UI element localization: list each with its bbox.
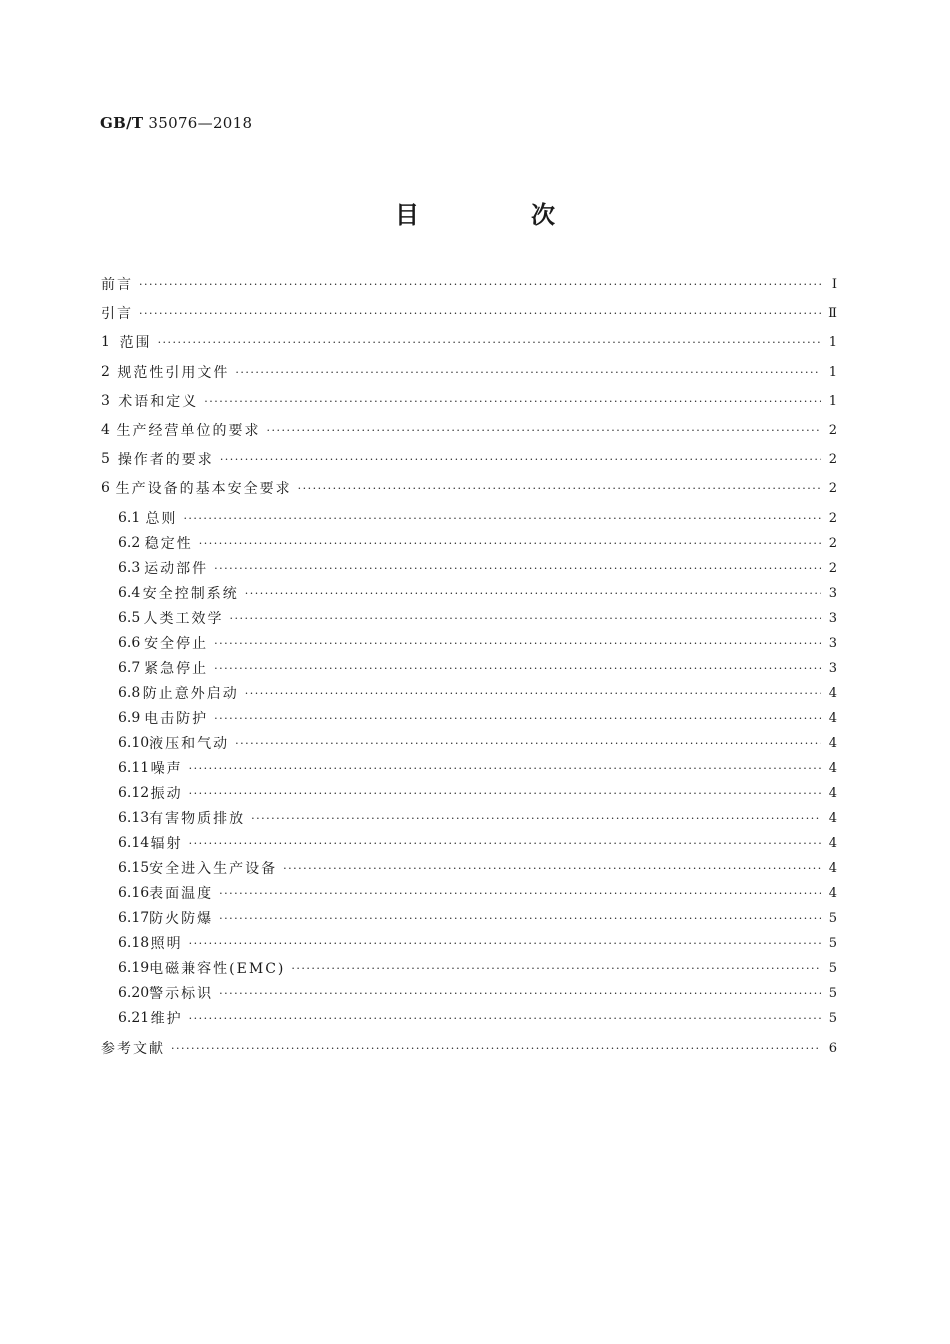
toc-entry[interactable] [101, 301, 837, 325]
toc-entry-label: 运动部件 [144, 561, 209, 577]
toc-entry-label: 术语和定义 [118, 394, 199, 410]
toc-entry[interactable] [118, 931, 837, 955]
toc-entry-label: 辐射 [150, 836, 183, 852]
toc-entry-page-number: 4 [828, 835, 837, 851]
toc-entry-label: 规范性引用文件 [117, 365, 230, 381]
toc-entry-label: 照明 [150, 936, 183, 952]
dot-leader [245, 687, 821, 700]
toc-entry-number: 6.11 [118, 760, 150, 776]
toc-entry-number: 6.19 [118, 960, 150, 976]
toc-entry-number: 6 [101, 480, 110, 496]
toc-entry-page-number: 4 [828, 735, 837, 751]
toc-entry[interactable] [118, 831, 837, 855]
dot-leader [235, 737, 821, 750]
standard-number: 35076—2018 [148, 114, 253, 132]
toc-entry-label: 防火防爆 [149, 911, 214, 927]
dot-leader [171, 1042, 821, 1055]
toc-entry-number: 6.18 [118, 935, 150, 951]
standard-prefix: GB/T [100, 114, 144, 132]
toc-entry[interactable] [118, 1006, 837, 1030]
toc-entry-label: 引言 [101, 306, 133, 322]
toc-entry-page-number: 4 [828, 785, 837, 801]
toc-entry-label: 表面温度 [149, 886, 214, 902]
toc-entry-label: 安全控制系统 [142, 586, 239, 602]
toc-entry-label: 参考文献 [101, 1041, 165, 1057]
toc-entry[interactable] [118, 906, 837, 930]
toc-entry-number: 6.1 [118, 510, 141, 526]
toc-entry-number: 6.12 [118, 785, 150, 801]
toc-entry[interactable] [118, 581, 837, 605]
toc-entry[interactable] [118, 706, 837, 730]
dot-leader [189, 762, 821, 775]
toc-entry[interactable] [101, 476, 837, 500]
toc-entry-label: 电磁兼容性(EMC) [149, 961, 286, 977]
toc-entry-page-number: 3 [828, 585, 837, 601]
toc-entry-label: 生产设备的基本安全要求 [115, 481, 292, 497]
dot-leader [214, 662, 821, 675]
toc-entry-number: 2 [101, 364, 110, 380]
toc-entry-number: 6.15 [118, 860, 150, 876]
dot-leader [291, 962, 821, 975]
toc-entry-page-number: 2 [828, 510, 837, 526]
dot-leader [245, 587, 821, 600]
toc-entry-number: 6.8 [118, 685, 141, 701]
toc-entry[interactable] [101, 272, 837, 296]
toc-entry-page-number: 3 [828, 610, 837, 626]
toc-entry-number: 6.10 [118, 735, 150, 751]
toc-entry[interactable] [101, 389, 837, 413]
toc-entry[interactable] [101, 330, 837, 354]
toc-entry-label: 警示标识 [149, 986, 214, 1002]
toc-entry[interactable] [118, 756, 837, 780]
toc-entry-page-number: 1 [828, 364, 837, 380]
toc-entry[interactable] [118, 681, 837, 705]
toc-entry-page-number: 4 [828, 860, 837, 876]
toc-entry[interactable] [118, 731, 837, 755]
toc-entry-label: 电击防护 [144, 711, 209, 727]
dot-leader [158, 336, 821, 349]
toc-entry-label: 紧急停止 [144, 661, 209, 677]
dot-leader [183, 512, 821, 525]
toc-entry[interactable] [118, 881, 837, 905]
toc-entry-page-number: 2 [828, 560, 837, 576]
toc-entry[interactable] [118, 531, 837, 555]
toc-entry-page-number: 1 [828, 334, 837, 350]
dot-leader [283, 862, 821, 875]
toc-entry-number: 6.9 [118, 710, 141, 726]
dot-leader [189, 937, 821, 950]
toc-entry[interactable] [118, 556, 837, 580]
toc-entry-number: 6.5 [118, 610, 141, 626]
toc-entry-label: 范围 [119, 335, 152, 351]
dot-leader [214, 637, 821, 650]
dot-leader [219, 887, 821, 900]
toc-entry-label: 液压和气动 [149, 736, 230, 752]
toc-entry-number: 6.20 [118, 985, 150, 1001]
dot-leader [139, 307, 821, 320]
toc-entry-number: 6.21 [118, 1010, 150, 1026]
toc-entry-number: 4 [101, 422, 110, 438]
toc-entry-label: 维护 [150, 1011, 183, 1027]
table-of-contents [101, 0, 837, 1344]
toc-entry-number: 6.2 [118, 535, 141, 551]
dot-leader [189, 787, 821, 800]
toc-entry[interactable] [118, 781, 837, 805]
toc-entry[interactable] [118, 856, 837, 880]
toc-entry-number: 3 [101, 393, 110, 409]
page-title: 目 次 [395, 200, 599, 229]
toc-entry-page-number: 2 [828, 480, 837, 496]
toc-entry-page-number: 5 [828, 910, 837, 926]
toc-entry-label: 振动 [150, 786, 183, 802]
toc-entry-page-number: 2 [828, 451, 837, 467]
toc-entry-label: 生产经营单位的要求 [116, 423, 261, 439]
toc-entry-page-number: 5 [828, 935, 837, 951]
dot-leader [298, 482, 821, 495]
toc-entry-page-number: 1 [828, 393, 837, 409]
dot-leader [235, 366, 821, 379]
dot-leader [251, 812, 821, 825]
dot-leader [189, 837, 821, 850]
toc-entry[interactable] [101, 447, 837, 471]
dot-leader [220, 453, 821, 466]
toc-entry[interactable] [118, 981, 837, 1005]
toc-entry-label: 有害物质排放 [149, 811, 246, 827]
dot-leader [219, 987, 821, 1000]
toc-entry-label: 操作者的要求 [117, 452, 214, 468]
dot-leader [139, 278, 821, 291]
toc-entry-page-number: 5 [828, 960, 837, 976]
toc-entry-page-number: Ⅰ [831, 276, 837, 292]
toc-entry[interactable] [118, 606, 837, 630]
toc-entry-number: 6.14 [118, 835, 150, 851]
toc-entry-page-number: 4 [828, 685, 837, 701]
toc-entry-label: 前言 [101, 277, 133, 293]
toc-entry-label: 安全停止 [144, 636, 209, 652]
toc-entry-page-number: 4 [828, 810, 837, 826]
toc-entry-page-number: 2 [828, 535, 837, 551]
toc-entry-label: 安全进入生产设备 [149, 861, 278, 877]
toc-entry[interactable] [101, 360, 837, 384]
dot-leader [214, 712, 821, 725]
dot-leader [189, 1012, 821, 1025]
dot-leader [199, 537, 821, 550]
toc-entry-page-number: 4 [828, 885, 837, 901]
toc-entry-page-number: 2 [828, 422, 837, 438]
dot-leader [214, 562, 821, 575]
dot-leader [267, 424, 821, 437]
toc-entry-page-number: 6 [828, 1040, 837, 1056]
toc-entry-number: 1 [101, 334, 110, 350]
toc-entry-page-number: 3 [828, 660, 837, 676]
toc-entry-label: 防止意外启动 [142, 686, 239, 702]
toc-entry-page-number: 4 [828, 760, 837, 776]
toc-entry-label: 噪声 [150, 761, 183, 777]
toc-entry-page-number: Ⅱ [828, 305, 837, 321]
dot-leader [219, 912, 821, 925]
toc-entry[interactable] [118, 506, 837, 530]
toc-entry-label: 总则 [145, 511, 178, 527]
toc-entry-label: 稳定性 [144, 536, 193, 552]
toc-entry-page-number: 5 [828, 985, 837, 1001]
toc-entry-page-number: 4 [828, 710, 837, 726]
toc-entry-number: 6.17 [118, 910, 150, 926]
toc-entry[interactable] [118, 806, 837, 830]
toc-entry-number: 6.7 [118, 660, 141, 676]
toc-entry[interactable] [118, 956, 837, 980]
toc-entry-page-number: 5 [828, 1010, 837, 1026]
toc-entry[interactable] [101, 1036, 837, 1060]
toc-entry-number: 6.13 [118, 810, 150, 826]
toc-entry[interactable] [101, 418, 837, 442]
toc-entry-number: 6.6 [118, 635, 141, 651]
toc-entry-number: 6.3 [118, 560, 141, 576]
toc-entry-number: 6.16 [118, 885, 150, 901]
toc-entry-number: 5 [101, 451, 110, 467]
toc-entry[interactable] [118, 631, 837, 655]
toc-entry[interactable] [118, 656, 837, 680]
toc-entry-label: 人类工效学 [143, 611, 224, 627]
toc-entry-page-number: 3 [828, 635, 837, 651]
dot-leader [204, 395, 821, 408]
toc-entry-number: 6.4 [118, 585, 141, 601]
dot-leader [229, 612, 821, 625]
